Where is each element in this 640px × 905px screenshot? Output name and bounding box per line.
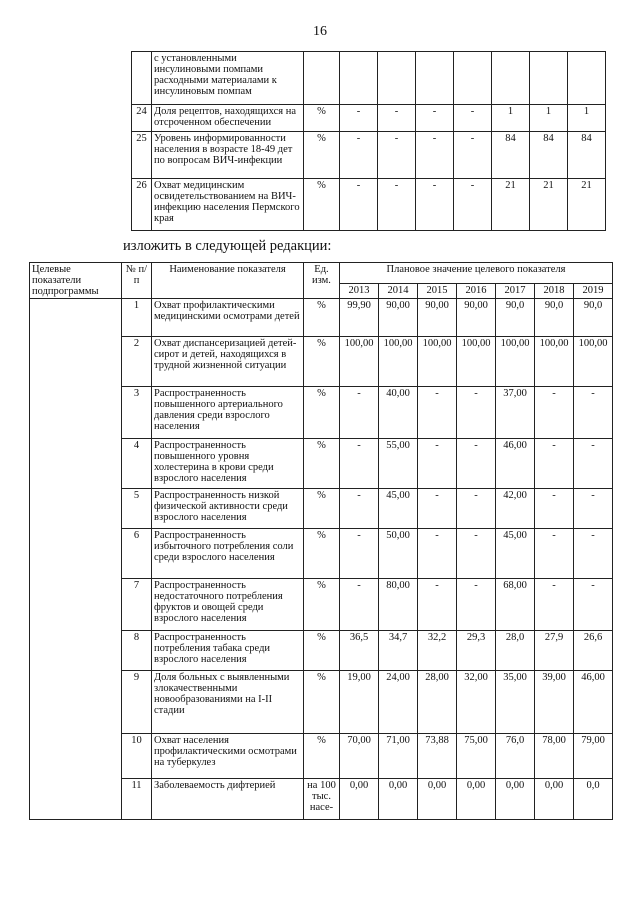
indicator-name: Доля рецептов, находящихся на отсроченном обеспечении bbox=[152, 105, 304, 132]
row-number: 11 bbox=[122, 779, 152, 820]
value-cell bbox=[492, 52, 530, 105]
name-header: Наименование показателя bbox=[152, 263, 304, 299]
value-cell: 46,00 bbox=[496, 439, 535, 489]
value-cell: 42,00 bbox=[496, 489, 535, 529]
indicator-name: Уровень информированности населения в возрасте 18-49 дет по вопросам ВИЧ-инфекции bbox=[152, 132, 304, 179]
value-cell: 24,00 bbox=[379, 671, 418, 734]
value-cell: - bbox=[416, 179, 454, 231]
value-cell: - bbox=[340, 387, 379, 439]
value-cell: 75,00 bbox=[457, 734, 496, 779]
value-cell: - bbox=[454, 179, 492, 231]
unit-cell: % bbox=[304, 579, 340, 631]
value-cell: 0,00 bbox=[379, 779, 418, 820]
value-cell: - bbox=[340, 579, 379, 631]
value-cell: 1 bbox=[568, 105, 606, 132]
value-cell: - bbox=[535, 387, 574, 439]
value-cell: 32,00 bbox=[457, 671, 496, 734]
indicator-name: Охват профилактическими медицинскими осмотрами детей bbox=[152, 299, 304, 337]
value-cell: 100,00 bbox=[535, 337, 574, 387]
value-cell: - bbox=[378, 179, 416, 231]
table-row bbox=[132, 179, 606, 231]
unit-cell: % bbox=[304, 132, 340, 179]
value-cell bbox=[568, 52, 606, 105]
value-cell: 84 bbox=[492, 132, 530, 179]
year-header: 2014 bbox=[379, 284, 418, 299]
value-cell: 0,00 bbox=[457, 779, 496, 820]
value-cell: 28,00 bbox=[418, 671, 457, 734]
value-cell: - bbox=[535, 489, 574, 529]
goal-cell bbox=[30, 299, 122, 820]
indicator-name: с установленными инсулиновыми помпами расходными материалами к инсулиновым помпам bbox=[152, 52, 304, 105]
goal-header: Целевые показатели подпрограммы bbox=[30, 263, 122, 299]
value-cell: - bbox=[418, 489, 457, 529]
row-number: 26 bbox=[132, 179, 152, 231]
value-cell: 90,0 bbox=[496, 299, 535, 337]
value-cell: 34,7 bbox=[379, 631, 418, 671]
value-cell: - bbox=[454, 105, 492, 132]
value-cell: 21 bbox=[568, 179, 606, 231]
year-header: 2019 bbox=[574, 284, 613, 299]
value-cell: 21 bbox=[492, 179, 530, 231]
value-cell: - bbox=[535, 439, 574, 489]
value-cell: - bbox=[574, 387, 613, 439]
indicator-name: Распространенность потребления табака среди взрослого населения bbox=[152, 631, 304, 671]
indicator-name: Заболеваемость дифтерией bbox=[152, 779, 304, 820]
indicator-name: Распространенность повышенного артериального давления среди взрослого населения bbox=[152, 387, 304, 439]
value-cell: - bbox=[454, 132, 492, 179]
value-cell: 55,00 bbox=[379, 439, 418, 489]
row-number: 9 bbox=[122, 671, 152, 734]
value-cell: 79,00 bbox=[574, 734, 613, 779]
value-cell: - bbox=[457, 529, 496, 579]
value-cell: 0,00 bbox=[340, 779, 379, 820]
value-cell: 100,00 bbox=[457, 337, 496, 387]
value-cell: - bbox=[416, 132, 454, 179]
value-cell: - bbox=[457, 579, 496, 631]
unit-cell: % bbox=[304, 179, 340, 231]
value-cell: - bbox=[340, 179, 378, 231]
unit-cell: % bbox=[304, 387, 340, 439]
value-cell: 26,6 bbox=[574, 631, 613, 671]
indicator-name: Доля больных с выявленными злокачественными новообразованиями на I-II стадии bbox=[152, 671, 304, 734]
value-cell: - bbox=[340, 439, 379, 489]
value-cell: 45,00 bbox=[496, 529, 535, 579]
value-cell: - bbox=[574, 439, 613, 489]
row-number: 25 bbox=[132, 132, 152, 179]
value-cell: 90,00 bbox=[457, 299, 496, 337]
unit-cell: % bbox=[304, 489, 340, 529]
continuation-table bbox=[131, 51, 606, 231]
unit-cell: % bbox=[304, 337, 340, 387]
value-cell: 90,0 bbox=[574, 299, 613, 337]
row-number: 10 bbox=[122, 734, 152, 779]
value-cell: 100,00 bbox=[418, 337, 457, 387]
value-cell bbox=[454, 52, 492, 105]
value-cell: - bbox=[340, 529, 379, 579]
value-cell: - bbox=[457, 489, 496, 529]
page-number: 16 bbox=[313, 24, 327, 39]
value-cell: 28,0 bbox=[496, 631, 535, 671]
value-cell: 90,00 bbox=[418, 299, 457, 337]
value-cell: - bbox=[340, 489, 379, 529]
unit-cell: % bbox=[304, 529, 340, 579]
value-cell: 45,00 bbox=[379, 489, 418, 529]
row-number: 24 bbox=[132, 105, 152, 132]
value-cell: 32,2 bbox=[418, 631, 457, 671]
indicators-table bbox=[29, 262, 613, 820]
unit-cell: % bbox=[304, 105, 340, 132]
row-number: 4 bbox=[122, 439, 152, 489]
table-row bbox=[132, 132, 606, 179]
value-cell: 1 bbox=[530, 105, 568, 132]
value-cell: 99,90 bbox=[340, 299, 379, 337]
value-cell: 80,00 bbox=[379, 579, 418, 631]
value-cell: 0,00 bbox=[535, 779, 574, 820]
value-cell: - bbox=[574, 489, 613, 529]
indicator-name: Охват населения профилактическими осмотрами на туберкулез bbox=[152, 734, 304, 779]
value-cell bbox=[416, 52, 454, 105]
value-cell: - bbox=[457, 387, 496, 439]
value-cell: - bbox=[418, 387, 457, 439]
value-cell: - bbox=[378, 105, 416, 132]
unit-header: Ед. изм. bbox=[304, 263, 340, 299]
row-number: 8 bbox=[122, 631, 152, 671]
row-number: 7 bbox=[122, 579, 152, 631]
row-number: 2 bbox=[122, 337, 152, 387]
value-cell: 84 bbox=[530, 132, 568, 179]
value-cell: 0,00 bbox=[496, 779, 535, 820]
value-cell: - bbox=[418, 529, 457, 579]
value-cell: 100,00 bbox=[379, 337, 418, 387]
indicator-name: Охват медицинским освидетельствованием на ВИЧ-инфекцию населения Пермского края bbox=[152, 179, 304, 231]
num-header: № п/п bbox=[122, 263, 152, 299]
value-cell: 100,00 bbox=[496, 337, 535, 387]
value-cell: 29,3 bbox=[457, 631, 496, 671]
unit-cell: % bbox=[304, 439, 340, 489]
row-number: 6 bbox=[122, 529, 152, 579]
value-cell: 37,00 bbox=[496, 387, 535, 439]
indicator-name: Распространенность недостаточного потребления фруктов и овощей среди взрослого населения bbox=[152, 579, 304, 631]
unit-cell: % bbox=[304, 631, 340, 671]
value-cell: 71,00 bbox=[379, 734, 418, 779]
value-cell: 1 bbox=[492, 105, 530, 132]
value-cell: - bbox=[418, 439, 457, 489]
value-cell: 50,00 bbox=[379, 529, 418, 579]
unit-cell bbox=[304, 52, 340, 105]
year-header: 2017 bbox=[496, 284, 535, 299]
value-cell: 39,00 bbox=[535, 671, 574, 734]
value-cell: 68,00 bbox=[496, 579, 535, 631]
unit-cell: % bbox=[304, 671, 340, 734]
table-row bbox=[30, 299, 613, 337]
intro-text: изложить в следующей редакции: bbox=[123, 238, 332, 254]
row-number: 3 bbox=[122, 387, 152, 439]
unit-cell: % bbox=[304, 299, 340, 337]
year-header: 2015 bbox=[418, 284, 457, 299]
value-cell bbox=[530, 52, 568, 105]
indicator-name: Распространенность повышенного уровня холестерина в крови среди взрослого населения bbox=[152, 439, 304, 489]
table-row bbox=[132, 52, 606, 105]
value-cell bbox=[340, 52, 378, 105]
year-header: 2016 bbox=[457, 284, 496, 299]
value-cell bbox=[378, 52, 416, 105]
value-cell: 90,0 bbox=[535, 299, 574, 337]
value-cell: 0,0 bbox=[574, 779, 613, 820]
value-cell: 84 bbox=[568, 132, 606, 179]
value-cell: 0,00 bbox=[418, 779, 457, 820]
indicator-name: Распространенность избыточного потребления соли среди взрослого населения bbox=[152, 529, 304, 579]
value-cell: 100,00 bbox=[340, 337, 379, 387]
value-cell: - bbox=[418, 579, 457, 631]
unit-cell: % bbox=[304, 734, 340, 779]
unit-cell: на 100 тыс. насе- bbox=[304, 779, 340, 820]
year-header: 2013 bbox=[340, 284, 379, 299]
value-cell: 76,0 bbox=[496, 734, 535, 779]
value-cell: 90,00 bbox=[379, 299, 418, 337]
row-number bbox=[132, 52, 152, 105]
table-row bbox=[132, 105, 606, 132]
value-cell: - bbox=[416, 105, 454, 132]
value-cell: 78,00 bbox=[535, 734, 574, 779]
value-cell: 27,9 bbox=[535, 631, 574, 671]
value-cell: 100,00 bbox=[574, 337, 613, 387]
value-cell: 70,00 bbox=[340, 734, 379, 779]
year-header: 2018 bbox=[535, 284, 574, 299]
row-number: 5 bbox=[122, 489, 152, 529]
value-cell: 19,00 bbox=[340, 671, 379, 734]
value-cell: 21 bbox=[530, 179, 568, 231]
value-cell: - bbox=[340, 132, 378, 179]
value-cell: - bbox=[574, 579, 613, 631]
indicator-name: Охват диспансеризацией детей-сирот и детей, находящихся в трудной жизненной ситуации bbox=[152, 337, 304, 387]
value-cell: 73,88 bbox=[418, 734, 457, 779]
value-cell: - bbox=[340, 105, 378, 132]
value-cell: - bbox=[457, 439, 496, 489]
value-cell: - bbox=[378, 132, 416, 179]
indicator-name: Распространенность низкой физической активности среди взрослого населения bbox=[152, 489, 304, 529]
plan-header: Плановое значение целевого показателя bbox=[340, 263, 613, 284]
value-cell: - bbox=[574, 529, 613, 579]
value-cell: - bbox=[535, 579, 574, 631]
value-cell: 46,00 bbox=[574, 671, 613, 734]
row-number: 1 bbox=[122, 299, 152, 337]
value-cell: 36,5 bbox=[340, 631, 379, 671]
value-cell: 40,00 bbox=[379, 387, 418, 439]
value-cell: - bbox=[535, 529, 574, 579]
value-cell: 35,00 bbox=[496, 671, 535, 734]
